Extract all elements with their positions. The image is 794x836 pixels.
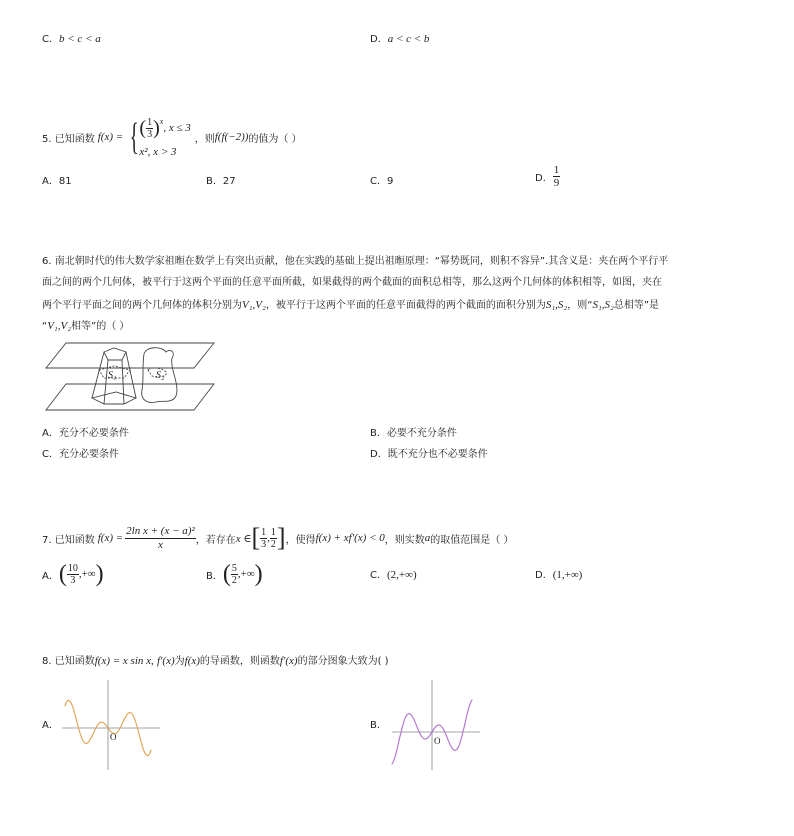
q6-figure [44, 340, 224, 418]
q5-stem [42, 108, 302, 166]
q6-line3-text-c: ，则“ [567, 300, 593, 311]
q7-option-a-tail: ,+∞ [78, 568, 96, 580]
q5-option-b-value: 27 [222, 176, 236, 187]
q5-option-c-value: 9 [386, 176, 394, 187]
q8-mid1: 为 [174, 656, 185, 667]
q5-piecewise [139, 117, 190, 158]
q4-option-c[interactable] [42, 30, 101, 45]
q5-option-a[interactable] [42, 172, 72, 187]
q7-option-c-value: (2,+∞) [386, 569, 417, 581]
q8-option-a[interactable] [42, 716, 59, 731]
q5-option-d-num: 1 [553, 164, 560, 176]
q7-interval-a-num: 1 [261, 526, 267, 538]
q6-line1: 6. 南北朝时代的伟大数学家祖暅在数学上有突出贡献，他在实践的基础上提出祖暅原理：“幂势既同，则积不容异”.其含义是：夹在两个平行平 [42, 256, 669, 267]
q6-line3-math-s2: S₁,S₂ [592, 299, 614, 311]
q6-option-c-label: C． [42, 449, 59, 460]
q7-var-a: a [424, 532, 431, 544]
q7-interval-b-num: 1 [270, 526, 276, 538]
q6-option-c-text: 充分必要条件 [58, 449, 119, 460]
q6-figure-s2: S₂ [156, 370, 165, 381]
q8-stem [42, 652, 389, 667]
q6-option-c[interactable] [42, 445, 119, 460]
q6-option-d[interactable] [370, 445, 488, 460]
q6-line2: 面之间的两个几何体，被平行于这两个平面的任意平面所截，如果截得的两个截面的面积总相等，那么这两个几何体的体积相等，如图，夹在 [42, 277, 662, 288]
q8-fx: f(x) [184, 655, 200, 667]
q7-option-a[interactable]: A． ( $\frac{10}{3}$ ,+∞ ) [42, 561, 104, 587]
q7-option-d-value: (1,+∞) [552, 569, 583, 581]
q4-option-c-math: b < c < a [58, 33, 101, 45]
q7-interval-var: x ∈ [235, 532, 252, 545]
q6-bottom-plane [46, 384, 214, 410]
q6-option-d-label: D． [370, 449, 388, 460]
q8-option-b[interactable] [370, 716, 387, 731]
q4-option-c-label: C． [42, 34, 59, 45]
q7-stem: 7. 已知函数 f(x) = $\frac{\text{2ln x + (x − a)²}}{x}$ ，若存在 x ∈ [ $\frac{1}{3}$ , $\frac{1}{2}$ ] ，使得 f(x) + xf′(x) < 0 ，则实数 a 的取值范围是（ ） [42, 523, 514, 552]
q5-piece1: ( $\frac{1}{3}$ ) $^x$ , x ≤ 3 [139, 116, 191, 140]
q7-option-c[interactable] [370, 566, 417, 581]
q5-option-a-value: 81 [58, 176, 72, 187]
q5-brace: { [129, 116, 139, 158]
q7-stem-mid1: ，若存在 [195, 534, 236, 546]
q6-option-b-label: B． [370, 428, 387, 439]
q7-option-c-label: C． [370, 570, 387, 581]
q7-option-a-num: 10 [67, 562, 78, 574]
q7-stem-suffix: 的取值范围是（ ） [430, 534, 514, 546]
q8-deriv2: f′(x) [279, 655, 298, 667]
q4-option-d[interactable] [370, 30, 429, 45]
q4-option-d-label: D． [370, 34, 388, 45]
q7-option-b-tail: ,+∞ [237, 568, 255, 580]
q6-line4-math: V₁,V₂ [47, 320, 72, 332]
q5-stem-mid: ，则 [194, 133, 215, 145]
q8-graph-a[interactable] [62, 678, 162, 772]
q5-stem-suffix: 的值为（ ） [248, 133, 302, 145]
q8-func: f(x) = x sin x, [94, 655, 154, 667]
q6-option-a[interactable] [42, 424, 129, 439]
q5-option-d[interactable] [535, 164, 560, 189]
q5-piece2: x², x > 3 [139, 145, 177, 158]
q7-func-lhs: f(x) = [97, 532, 124, 544]
q6-line4-text-b: 相等”的（ ） [71, 321, 130, 332]
q7-interval-b-den: 2 [270, 538, 276, 550]
q6-line3-math-v: V₁,V₂ [242, 299, 266, 311]
q5-stem-expr: f(f(−2)) [214, 131, 249, 143]
q7-stem-prefix: 7. 已知函数 [42, 534, 95, 546]
q7-option-b-den: 2 [231, 574, 237, 586]
q5-stem-prefix: 5. 已知函数 [42, 133, 95, 145]
q8-stem-prefix: 8. 已知函数 [42, 656, 95, 667]
q8-deriv: f′(x) [156, 655, 175, 667]
q5-option-a-label: A． [42, 176, 59, 187]
q8-option-a-label: A． [42, 720, 59, 731]
q7-func-den: x [158, 538, 163, 551]
q7-ineq: f(x) + xf′(x) < 0 [315, 532, 385, 544]
q5-option-c-label: C． [370, 176, 387, 187]
q7-option-b-label: B． [206, 570, 223, 582]
q8-option-b-label: B． [370, 720, 387, 731]
q7-stem-mid2: ，使得 [285, 534, 316, 546]
q5-option-c[interactable] [370, 172, 393, 187]
q8-suffix: 的部分图象大致为( ) [297, 656, 389, 667]
q6-option-a-text: 充分不必要条件 [58, 428, 129, 439]
q8-graph-b[interactable] [392, 678, 482, 772]
q5-option-d-den: 9 [553, 177, 560, 189]
q6-option-d-text: 既不充分也不必要条件 [387, 449, 488, 460]
q6-line3-text-a: 两个平行平面之间的两个几何体的体积分别为 [42, 300, 242, 311]
q7-option-b[interactable]: B． ( $\frac{5}{2}$ ,+∞ ) [206, 561, 263, 587]
q5-option-b-label: B． [206, 176, 223, 187]
q6-line4-text-a: “ [42, 321, 48, 332]
q6-top-plane [46, 343, 214, 368]
q4-option-d-math: a < c < b [387, 33, 430, 45]
q7-stem-mid3: ，则实数 [384, 534, 425, 546]
q5-piece1-exp: x [159, 116, 164, 126]
q8-graph-a-origin: O [110, 732, 117, 742]
q6-line3-math-s: S₁,S₂ [545, 299, 568, 311]
q7-interval-a-den: 3 [261, 538, 267, 550]
q5-func-lhs: f(x) = [97, 131, 124, 143]
q6-line3-text-d: 总相等”是 [613, 300, 660, 311]
q7-option-a-label: A． [42, 570, 59, 582]
q8-mid2: 的导函数，则函数 [199, 656, 280, 667]
q8-graph-b-origin: O [434, 736, 441, 746]
q7-func-num: 2ln x + (x − a)² [126, 524, 195, 537]
q6-option-b[interactable] [370, 424, 457, 439]
q7-option-b-num: 5 [231, 562, 237, 574]
q5-piece1-den: 3 [147, 128, 153, 140]
q7-option-d-label: D． [535, 570, 553, 581]
q6-line3-text-b: ，被平行于这两个平面的任意平面截得的两个截面的面积分别为 [265, 300, 546, 311]
q5-piece1-cond: , x ≤ 3 [163, 122, 191, 134]
q7-option-a-den: 3 [70, 574, 76, 586]
q6-line3 [42, 295, 722, 316]
q6-option-b-text: 必要不充分条件 [386, 428, 457, 439]
q5-option-d-label: D． [535, 173, 553, 184]
q5-option-b[interactable] [206, 172, 236, 187]
q7-option-d[interactable] [535, 566, 582, 581]
q6-figure-s1: S₁ [108, 370, 117, 381]
q6-option-a-label: A． [42, 428, 59, 439]
q6-line4 [42, 316, 722, 337]
q5-piece1-num: 1 [147, 116, 153, 128]
